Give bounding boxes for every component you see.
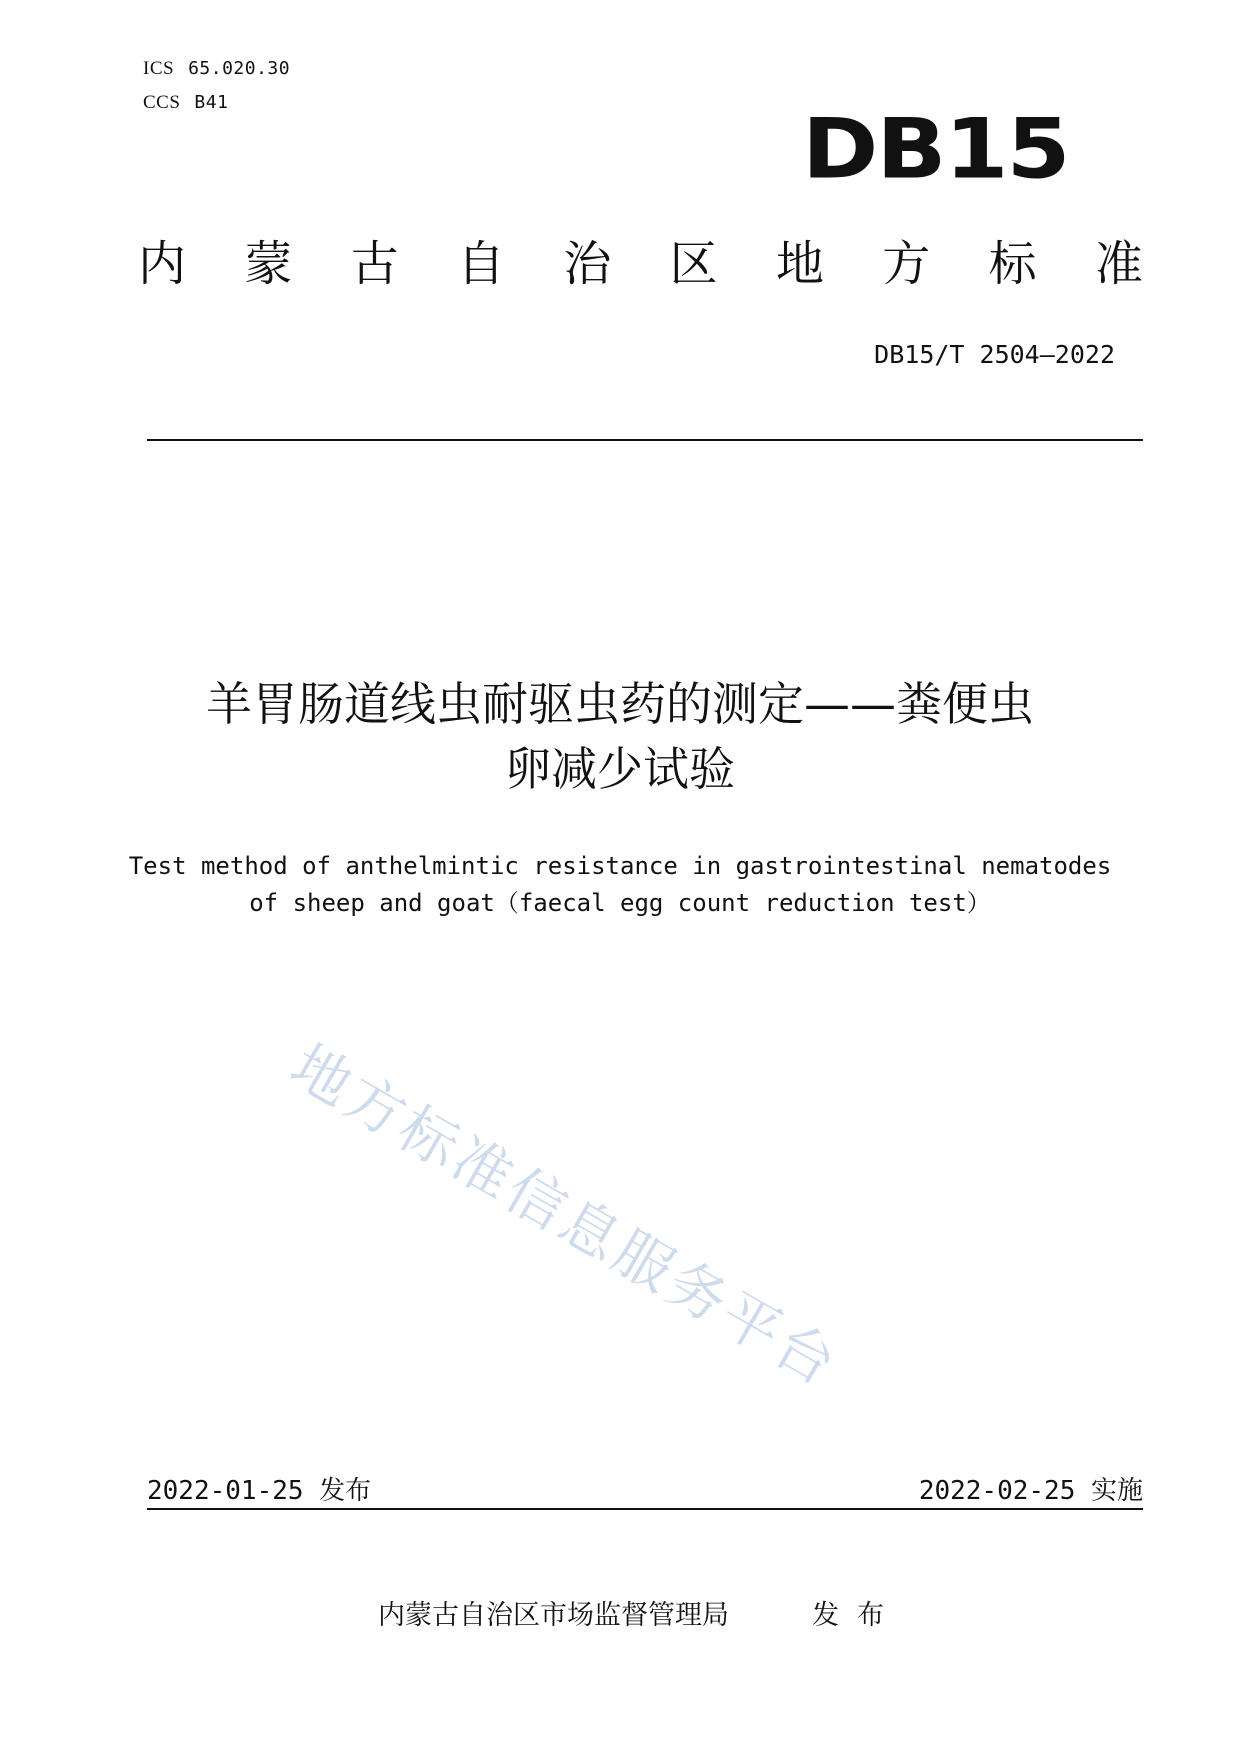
bottom-divider bbox=[147, 1508, 1143, 1510]
db15-logo: DB15 bbox=[802, 100, 1069, 198]
standard-type-char: 地 bbox=[775, 236, 824, 292]
implementation-date: 2022-02-25 实施 bbox=[918, 1476, 1143, 1506]
title-english bbox=[100, 848, 1140, 922]
standard-type-char: 区 bbox=[669, 236, 718, 292]
standard-type-char: 治 bbox=[563, 236, 612, 292]
ccs-line bbox=[143, 92, 228, 114]
standard-type-char: 蒙 bbox=[244, 236, 293, 292]
ics-line bbox=[143, 58, 290, 80]
publisher-name: 内蒙古自治区市场监督管理局 bbox=[378, 1600, 729, 1631]
title-en-line-2: of sheep and goat（faecal egg count reduction test） bbox=[249, 889, 991, 918]
standard-number: DB15/T 2504—2022 bbox=[874, 340, 1115, 369]
title-zh-line-2: 卵减少试验 bbox=[505, 742, 735, 797]
standard-type-heading bbox=[138, 236, 1143, 292]
ccs-code: B41 bbox=[194, 92, 229, 113]
ics-label: ICS bbox=[143, 58, 175, 79]
standard-type-char: 标 bbox=[988, 236, 1037, 292]
title-zh-line-1: 羊胃肠道线虫耐驱虫药的测定——粪便虫 bbox=[206, 677, 1034, 731]
standard-type-char: 内 bbox=[138, 236, 187, 292]
standard-type-char: 自 bbox=[456, 236, 505, 292]
ccs-label: CCS bbox=[143, 92, 181, 113]
title-chinese bbox=[120, 672, 1120, 803]
standard-type-char: 古 bbox=[350, 236, 399, 292]
watermark: 地方标准信息服务平台 bbox=[279, 1031, 851, 1401]
publish-label: 发布 bbox=[812, 1600, 902, 1631]
standard-type-char: 准 bbox=[1094, 236, 1143, 292]
top-divider bbox=[147, 439, 1143, 441]
ics-code: 65.020.30 bbox=[188, 58, 291, 79]
title-en-line-1: Test method of anthelmintic resistance in gastrointestinal nematodes bbox=[128, 852, 1112, 880]
standard-type-char: 方 bbox=[882, 236, 931, 292]
issue-date: 2022-01-25 发布 bbox=[147, 1476, 372, 1506]
